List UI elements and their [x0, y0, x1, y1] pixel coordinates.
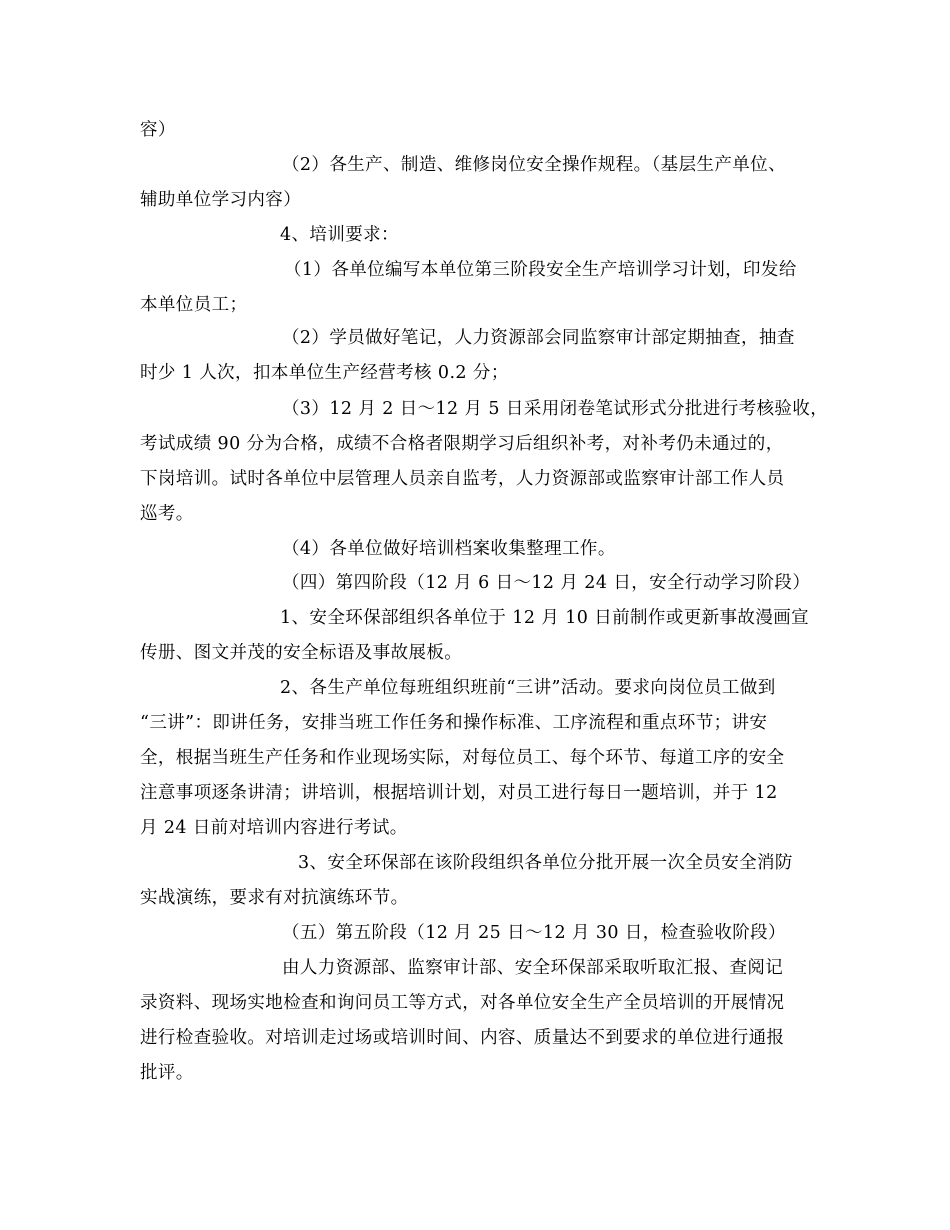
- text-line: 4、培训要求：: [280, 225, 399, 245]
- text-line: （4）各单位做好培训档案收集整理工作。: [282, 539, 616, 559]
- text-line: 时少 1 人次，扣本单位生产经营考核 0.2 分；: [140, 363, 509, 383]
- text-line: （2）各生产、制造、维修岗位安全操作规程。（基层生产单位、: [282, 155, 786, 175]
- text-line: （五）第五阶段（12 月 25 日～12 月 30 日，检查验收阶段）: [282, 923, 786, 943]
- text-line: 本单位员工；: [140, 295, 248, 315]
- text-line: 3、安全环保部在该阶段组织各单位分批开展一次全员安全消防: [298, 853, 793, 873]
- text-line: 辅助单位学习内容）: [140, 190, 302, 210]
- text-line: 下岗培训。试时各单位中层管理人员亲自监考，人力资源部或监察审计部工作人员: [140, 469, 785, 489]
- text-line: （3）12 月 2 日～12 月 5 日采用闭卷笔试形式分批进行考核验收，: [282, 399, 829, 419]
- text-line: 月 24 日前对培训内容进行考试。: [140, 818, 408, 838]
- text-line: “三讲”：即讲任务，安排当班工作任务和操作标准、工序流程和重点环节；讲安: [140, 713, 768, 733]
- text-line: （四）第四阶段（12 月 6 日～12 月 24 日，安全行动学习阶段）: [282, 573, 811, 593]
- text-line: 进行检查验收。对培训走过场或培训时间、内容、质量达不到要求的单位进行通报: [140, 1028, 785, 1048]
- text-line: 巡考。: [140, 504, 194, 524]
- text-line: 批评。: [140, 1063, 194, 1083]
- text-line: （1）各单位编写本单位第三阶段安全生产培训学习计划，印发给: [284, 260, 797, 280]
- text-line: 容）: [140, 120, 176, 140]
- text-line: 注意事项逐条讲清；讲培训，根据培训计划，对员工进行每日一题培训，并于 12: [140, 783, 778, 803]
- text-line: 传册、图文并茂的安全标语及事故展板。: [140, 643, 463, 663]
- text-line: 1、安全环保部组织各单位于 12 月 10 日前制作或更新事故漫画宣: [280, 608, 810, 628]
- text-line: 录资料、现场实地检查和询问员工等方式，对各单位安全生产全员培训的开展情况: [140, 993, 785, 1013]
- text-line: （2）学员做好笔记，人力资源部会同监察审计部定期抽查，抽查: [282, 328, 795, 348]
- text-line: 由人力资源部、监察审计部、安全环保部采取听取汇报、查阅记: [282, 958, 784, 978]
- text-line: 2、各生产单位每班组织班前“三讲”活动。要求向岗位员工做到: [280, 678, 776, 698]
- text-line: 实战演练，要求有对抗演练环节。: [140, 888, 409, 908]
- text-line: 全，根据当班生产任务和作业现场实际，对每位员工、每个环节、每道工序的安全: [140, 748, 785, 768]
- text-line: 考试成绩 90 分为合格，成绩不合格者限期学习后组织补考，对补考仍未通过的，: [140, 434, 784, 454]
